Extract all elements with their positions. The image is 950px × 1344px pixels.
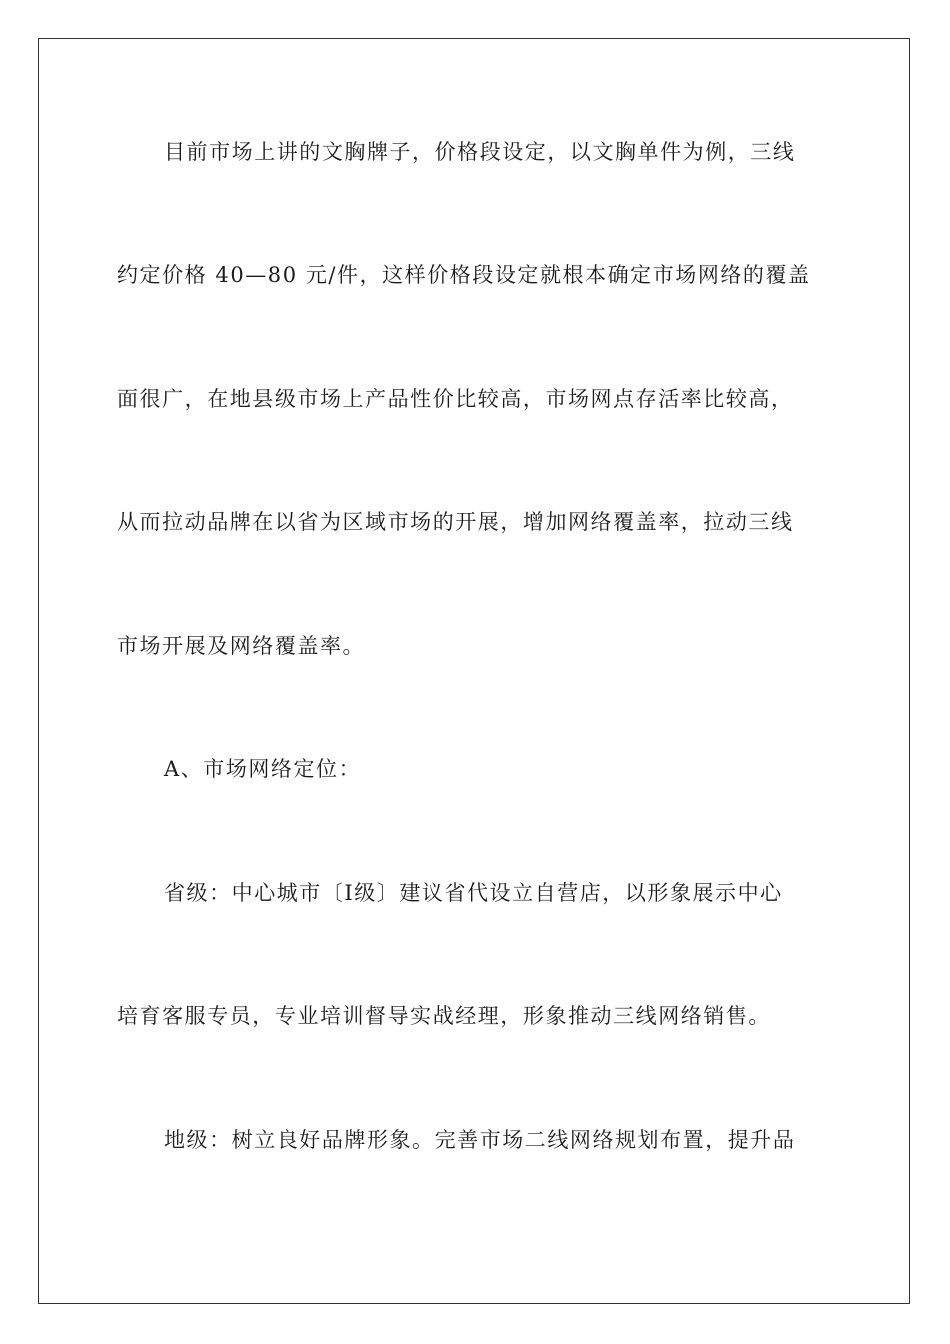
paragraph-line: 约定价格 40—80 元/件，这样价格段设定就根本确定市场网络的覆盖: [117, 263, 811, 287]
paragraph-line: 目前市场上讲的文胸牌子，价格段设定，以文胸单件为例，三线: [164, 140, 796, 164]
paragraph-line: 从而拉动品牌在以省为区域市场的开展，增加网络覆盖率，拉动三线: [117, 510, 794, 534]
section-heading: A、市场网络定位：: [164, 757, 362, 781]
paragraph-line: 市场开展及网络覆盖率。: [117, 634, 366, 658]
page-border: [38, 38, 910, 1304]
paragraph-line: 地级：树立良好品牌形象。完善市场二线网络规划布置，提升品: [164, 1128, 796, 1152]
paragraph-line: 省级：中心城市〔Ⅰ级〕建议省代设立自营店，以形象展示中心: [164, 881, 783, 905]
paragraph-line: 培育客服专员，专业培训督导实战经理，形象推动三线网络销售。: [117, 1004, 771, 1028]
paragraph-line: 面很广，在地县级市场上产品性价比较高，市场网点存活率比较高，: [117, 387, 794, 411]
